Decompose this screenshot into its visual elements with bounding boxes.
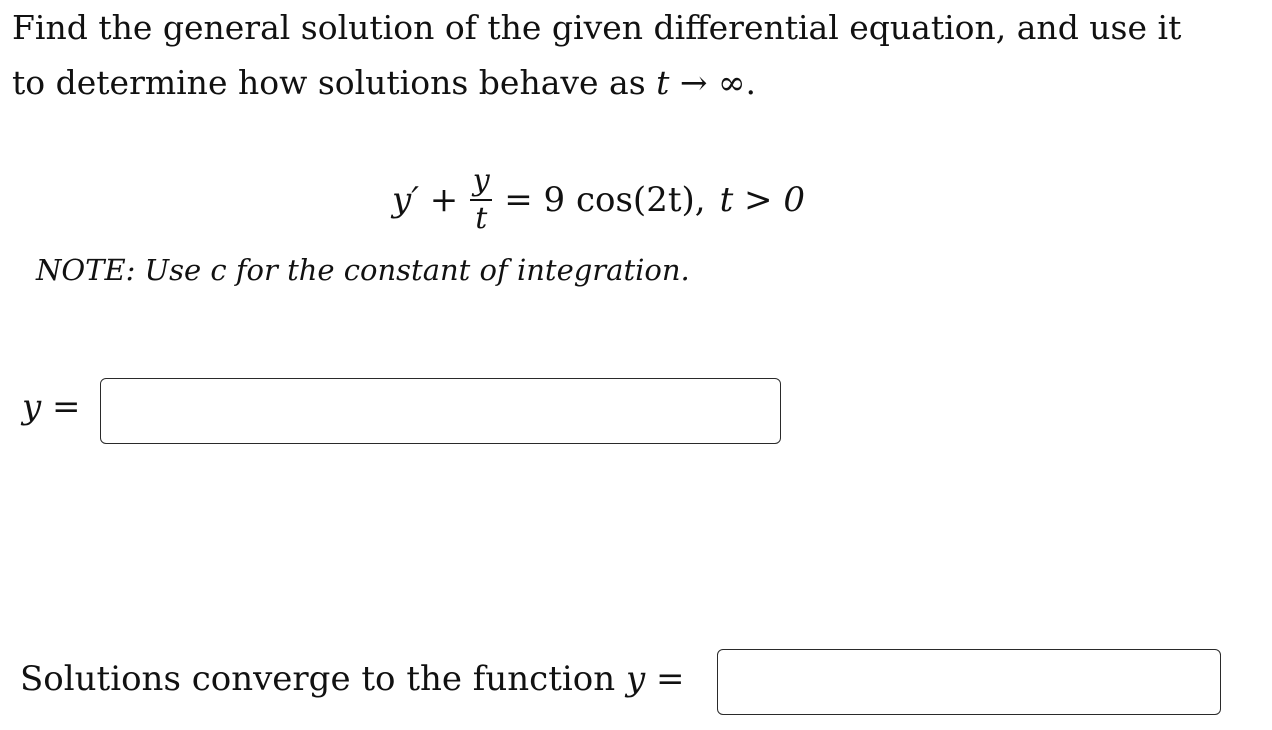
problem-limit-text: → ∞. xyxy=(669,63,757,102)
problem-statement xyxy=(12,0,1262,110)
equation-rhs: = 9 cos(2t), xyxy=(504,180,706,220)
integration-constant-note: NOTE: Use c for the constant of integration. xyxy=(36,253,690,287)
general-solution-label xyxy=(22,385,81,429)
equation-condition: t > 0 xyxy=(719,180,805,220)
general-solution-input[interactable] xyxy=(100,378,781,444)
problem-line-2-text: to determine how solutions behave as xyxy=(12,63,657,102)
differential-equation xyxy=(392,155,805,245)
fraction-denominator: t xyxy=(475,201,488,236)
fraction-numerator: y xyxy=(472,163,490,198)
general-solution-variable: y xyxy=(22,387,42,427)
limit-function-label xyxy=(20,656,684,702)
problem-line-2 xyxy=(12,55,1262,110)
equation-lhs-term: y′ + xyxy=(392,180,459,220)
equation-fraction xyxy=(470,164,492,236)
problem-line-1: Find the general solution of the given differential equation, and use it xyxy=(12,8,1182,47)
general-solution-equals: = xyxy=(41,387,81,427)
problem-variable-t: t xyxy=(656,63,670,102)
limit-function-text: Solutions converge to the function xyxy=(20,659,626,699)
limit-function-equals: = xyxy=(645,659,685,699)
limit-function-variable: y xyxy=(625,659,646,699)
limit-function-input[interactable] xyxy=(717,649,1221,715)
